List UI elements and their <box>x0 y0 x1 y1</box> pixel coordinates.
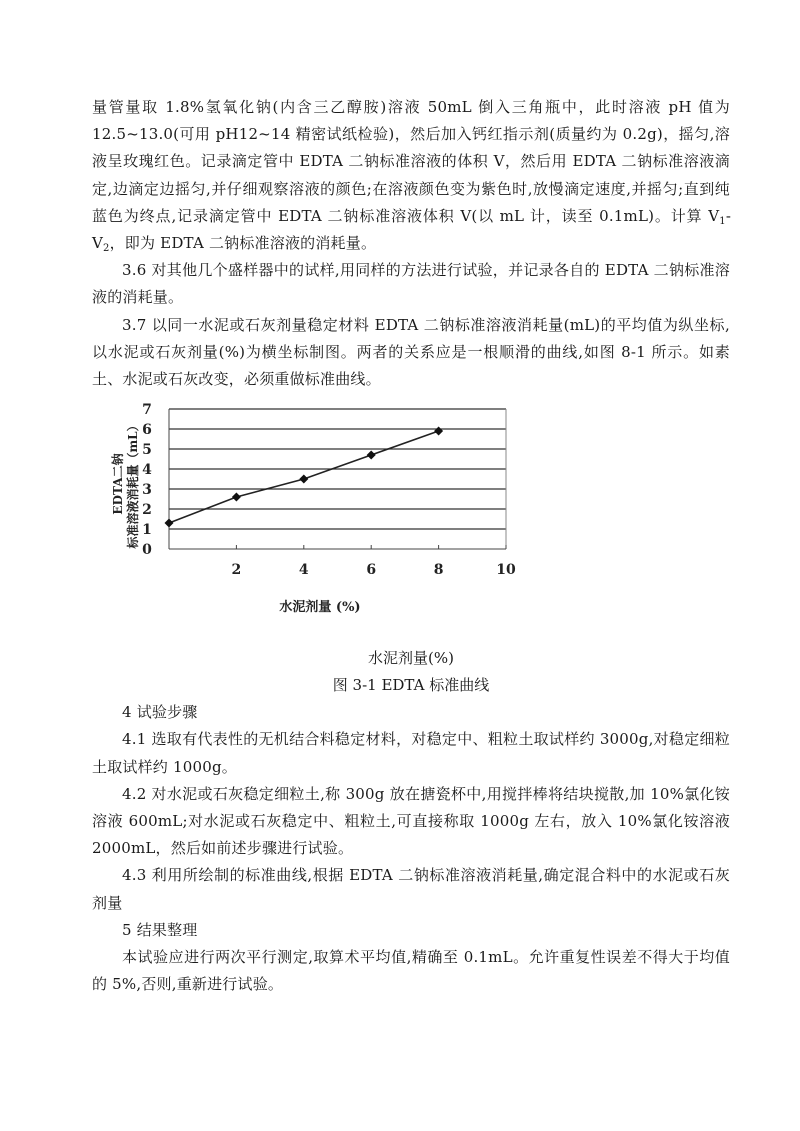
formula-minus: - <box>725 206 730 225</box>
heading-5: 5 结果整理 <box>122 920 198 939</box>
y-axis-label-line1: EDTA二钠 <box>111 453 125 515</box>
y-tick-label-4: 4 <box>142 462 152 479</box>
heading-4: 4 试验步骤 <box>122 703 198 722</box>
data-point-6 <box>367 451 376 460</box>
data-point-2 <box>232 493 241 502</box>
x-tick-label-4: 4 <box>298 562 309 579</box>
y-tick-labels <box>142 402 152 558</box>
x-tick-label-2: 2 <box>231 562 242 579</box>
paragraph-3-6: 3.6 对其他几个盛样器中的试样,用同样的方法进行试验，并记录各自的 EDTA 二钠标准溶液的消耗量。 <box>92 261 730 307</box>
x-tick-label-6: 6 <box>366 562 377 579</box>
paragraph-4-3: 4.3 利用所绘制的标准曲线,根据 EDTA 二钠标准溶液消耗量,确定混合料中的水泥或石灰剂量 <box>92 866 730 912</box>
subscript-1: 1 <box>719 215 726 227</box>
y-tick-label-2: 2 <box>142 502 152 519</box>
formula-v1: V <box>708 206 720 225</box>
paragraph-4-2: 4.2 对水泥或石灰稳定细粒土,称 300g 放在搪瓷杯中,用搅拌棒将结块搅散,加 10%氯化铵溶液 600mL;对水泥或石灰稳定中、粗粒土,可直接称取 1000g 左右，放入 10%氯化铵溶液 2000mL，然后如前述步骤进行试验。 <box>92 784 730 858</box>
y-tick-label-3: 3 <box>142 482 152 499</box>
x-tick-label-8: 8 <box>433 562 444 579</box>
paragraph-4-1: 4.1 选取有代表性的无机结合料稳定材料，对稳定中、粗粒土取试样约 3000g,对稳定细粒土取试样约 1000g。 <box>92 730 730 776</box>
formula-v2: V <box>92 234 104 253</box>
y-tick-label-6: 6 <box>142 422 152 439</box>
edta-standard-curve-chart <box>92 399 730 699</box>
x-tick-labels <box>232 562 516 578</box>
document-page <box>92 94 730 998</box>
data-point-4 <box>299 475 308 484</box>
data-series <box>165 427 444 528</box>
paragraph-text: 量管量取 1.8%氢氧化钠(内含三乙醇胺)溶液 50mL 倒入三角瓶中，此时溶液 pH 值为 12.5~13.0(可用 pH12~14 精密试纸检验)，然后加入钙红指示剂(质量约为 0.2g)，摇匀,溶液呈玫瑰红色。记录滴定管中 EDTA 二钠标准溶液的体积 V，然后用 EDTA 二钠标准溶液滴定,边滴定边摇匀,并仔细观察溶液的颜色;在溶液颜色变为紫色时,放慢滴定速度,并摇匀;直到纯蓝色为终点,记录滴定管中 EDTA 二钠标准溶液体积 V(以 mL 计，读至 0.1mL)。计算 <box>92 98 730 225</box>
x-axis-label: 水泥剂量 (%) <box>279 600 361 616</box>
figure-caption: 图 3-1 EDTA 标准曲线 <box>332 676 490 695</box>
data-point-0 <box>165 519 174 528</box>
plot-frame <box>169 409 506 549</box>
chart-container <box>92 399 730 699</box>
paragraph-5: 本试验应进行两次平行测定,取算术平均值,精确至 0.1mL。允许重复性误差不得大于均值的 5%,否则,重新进行试验。 <box>92 948 730 994</box>
axis-caption: 水泥剂量(%) <box>368 649 454 668</box>
data-point-8 <box>434 427 443 436</box>
paragraph-3-7: 3.7 以同一水泥或石灰剂量稳定材料 EDTA 二钠标准溶液消耗量(mL)的平均值为纵坐标,以水泥或石灰剂量(%)为横坐标制图。两者的关系应是一根顺滑的曲线,如图 8-1 所示。如素土、水泥或石灰改变，必须重做标准曲线。 <box>92 315 730 389</box>
y-tick-label-0: 0 <box>142 542 152 559</box>
y-tick-label-7: 7 <box>142 402 152 419</box>
x-tick-label-10: 10 <box>496 562 516 579</box>
y-tick-label-1: 1 <box>142 522 152 539</box>
y-axis-label-line2: 标准溶液消耗量（mL） <box>126 419 140 549</box>
subscript-2: 2 <box>103 243 110 255</box>
paragraph-continued <box>92 94 730 257</box>
grid-lines <box>169 409 506 529</box>
paragraph-tail: ，即为 EDTA 二钠标准溶液的消耗量。 <box>109 234 377 253</box>
y-tick-label-5: 5 <box>142 442 152 459</box>
